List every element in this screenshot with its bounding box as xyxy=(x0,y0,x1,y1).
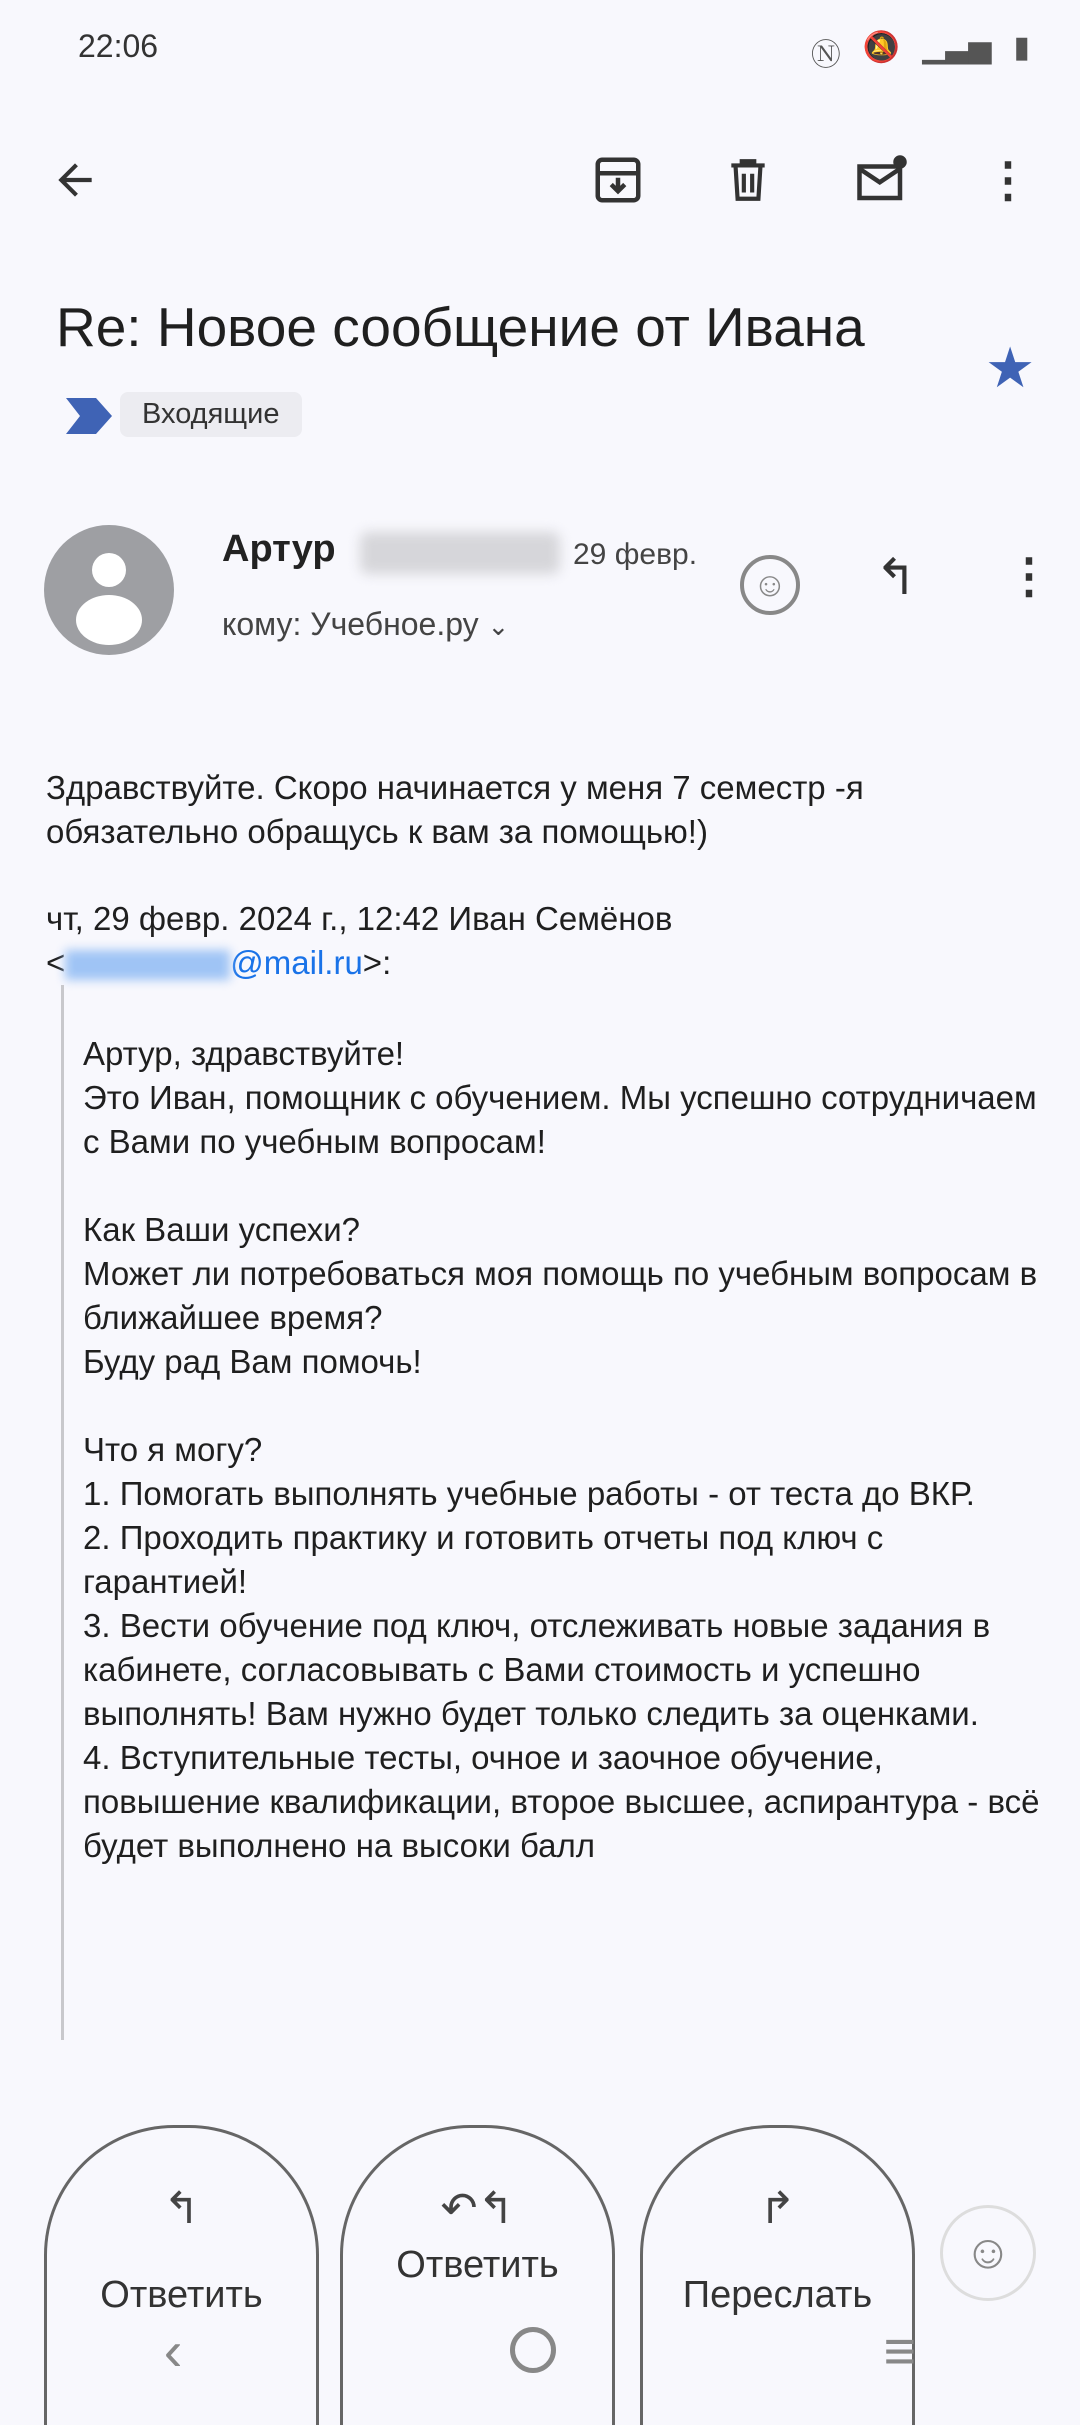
forward-icon: ↱ xyxy=(759,2184,796,2233)
email-body: Здравствуйте. Скоро начинается у меня 7 семестр -я обязательно обращусь к вам за помощью!) xyxy=(46,769,864,850)
label-chip[interactable]: Входящие xyxy=(120,392,302,437)
sender-name: Артур xyxy=(222,528,336,570)
email-subject: Re: Новое сообщение от Ивана xyxy=(56,296,865,358)
bracket: < xyxy=(46,944,66,981)
forward-label: Переслать xyxy=(682,2274,873,2316)
reply-icon: ↰ xyxy=(163,2184,200,2233)
bracket: >: xyxy=(362,944,392,981)
signal-icon: ▁▃▅ xyxy=(922,31,992,64)
email-date: 29 февр. xyxy=(573,538,698,571)
quoted-text: Артур, здравствуйте! Это Иван, помощник с обучением. Мы успешно сотрудничаем с Вами по учебным вопросам! Как Ваши успехи? Может ли потребоваться моя помощь по учебным вопросам в ближайшее время? Буду рад Вам помочь! Что я могу? 1. Помогать выполнять учебные работы - от теста до ВКР. 2. Проходить практику и готовить отчеты под ключ с гарантией! 3. Вести обучение под ключ, отслеживать новые задания в кабинете, согласовывать с Вами стоимость и успешно выполнять! Вам нужно будет только следить за оценками. 4. Вступительные тесты, очное и заочное обучение, повышение квалификации, второе высшее, аспирантура - всё будет выполнено на высоки балл xyxy=(83,1035,1040,1864)
reply-icon[interactable]: ↰ xyxy=(875,549,917,605)
mute-icon: 🔕 xyxy=(862,31,901,64)
message-more-icon[interactable]: ⋮ xyxy=(1005,550,1053,603)
status-time: 22:06 xyxy=(78,28,159,64)
star-icon[interactable]: ★ xyxy=(985,336,1036,399)
more-vert-icon: ⋮ xyxy=(984,154,1032,207)
nav-home-icon[interactable] xyxy=(510,2327,556,2373)
chevron-down-icon: ⌄ xyxy=(487,611,510,641)
nfc-icon: Ⓝ xyxy=(810,39,841,72)
reply-all-label: Ответить xyxy=(396,2244,559,2286)
reply-all-icon: ↶↰ xyxy=(440,2184,515,2233)
emoji-button[interactable]: ☺ xyxy=(940,2205,1036,2301)
emoji-reaction-icon[interactable]: ☺ xyxy=(740,555,800,615)
email-link[interactable]: @mail.ru xyxy=(230,944,363,981)
reply-label: Ответить xyxy=(100,2274,263,2316)
system-nav-bar xyxy=(0,2300,1080,2400)
nav-recents-icon[interactable]: ≡ xyxy=(883,2318,917,2382)
battery-icon: ▮ xyxy=(1013,31,1030,64)
nav-back-icon[interactable]: ‹ xyxy=(163,2318,183,2382)
quote-header: чт, 29 февр. 2024 г., 12:42 Иван Семёнов xyxy=(46,900,673,937)
recipient-label: кому: Учебное.ру xyxy=(222,606,479,642)
